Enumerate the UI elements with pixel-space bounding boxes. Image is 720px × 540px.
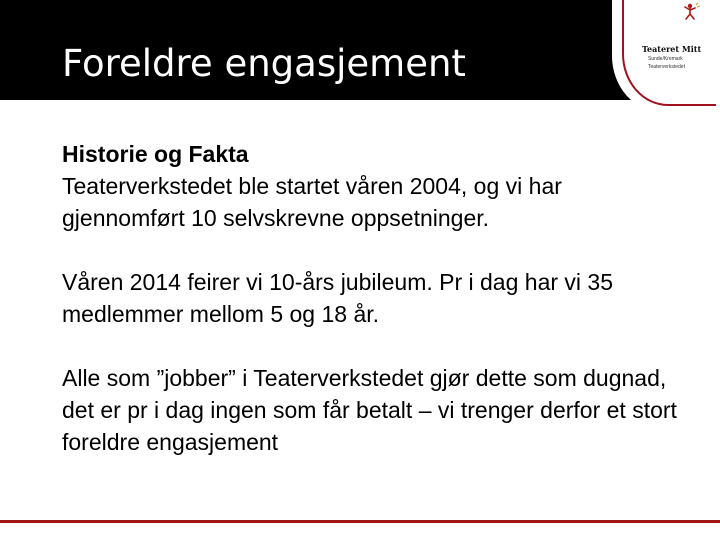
logo-subtitle-line1: Sunde/Kremark [648, 56, 683, 62]
content-heading: Historie og Fakta [62, 141, 249, 167]
paragraph-volunteering: Alle som ”jobber” i Teaterverkstedet gjør dette som dugnad, det er pr i dag ingen som får betalt – vi trenger derfor et stort foreldre engasjement [62, 365, 677, 455]
bottom-accent-stripe [0, 520, 720, 540]
slide-title: Foreldre engasjement [62, 42, 466, 85]
logo-subtitle-line2: Teaterverkstedet [648, 64, 685, 70]
slide-content [62, 138, 682, 458]
dancing-figure-icon [678, 2, 702, 22]
paragraph-anniversary: Våren 2014 feirer vi 10-års jubileum. Pr i dag har vi 35 medlemmer mellom 5 og 18 år. [62, 269, 614, 327]
logo-name: Teateret Mitt [642, 44, 702, 54]
paragraph-history: Teaterverkstedet ble startet våren 2004, og vi har gjennomført 10 selvskrevne oppsetninger. [62, 173, 562, 231]
logo-badge [612, 0, 720, 112]
